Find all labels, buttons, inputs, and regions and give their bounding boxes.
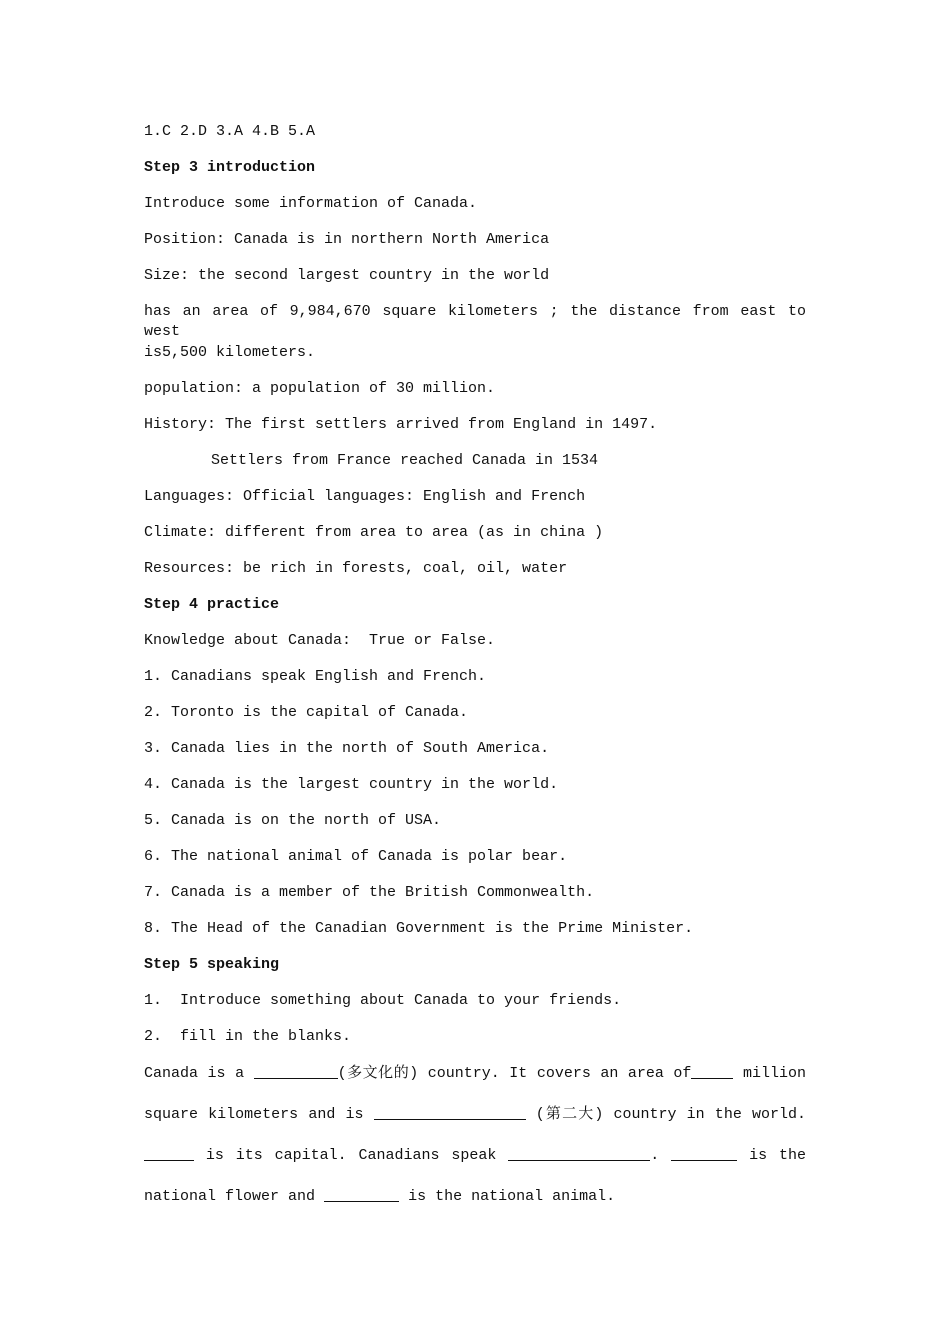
area-line: has an area of 9,984,670 square kilometers ; the distance from east to west — [144, 303, 806, 340]
fill-text: . — [650, 1147, 660, 1164]
fill-text: million — [742, 1065, 806, 1082]
fill-text: Canada is a — [144, 1065, 245, 1082]
blank-second-largest[interactable] — [374, 1104, 526, 1120]
speaking-task-2: 2. fill in the blanks. — [144, 1028, 352, 1045]
blank-capital[interactable] — [144, 1145, 194, 1161]
history-line-2: Settlers from France reached Canada in 1534 — [211, 452, 599, 469]
blank-national-flower[interactable] — [671, 1145, 737, 1161]
fill-blank-line-1 — [144, 1063, 806, 1104]
fill-blank-line-2 — [144, 1104, 806, 1145]
fill-text: national flower and — [144, 1188, 316, 1205]
size-line: Size: the second largest country in the world — [144, 267, 550, 284]
fill-blank-line-4 — [144, 1186, 806, 1222]
tf-item: 6. The national animal of Canada is polar bear. — [144, 848, 568, 865]
step3-heading: Step 3 introduction — [144, 159, 316, 176]
population-line: population: a population of 30 million. — [144, 380, 496, 397]
document-page — [144, 122, 806, 1222]
languages-line: Languages: Official languages: English and French — [144, 488, 586, 505]
history-line: History: The first settlers arrived from England in 1497. — [144, 416, 658, 433]
area-line-2: is5,500 kilometers. — [144, 344, 316, 361]
blank-area[interactable] — [691, 1063, 733, 1079]
tf-item: 1. Canadians speak English and French. — [144, 668, 487, 685]
tf-item: 4. Canada is the largest country in the world. — [144, 776, 559, 793]
step5-heading: Step 5 speaking — [144, 956, 280, 973]
blank-languages[interactable] — [508, 1145, 650, 1161]
tf-item: 3. Canada lies in the north of South America. — [144, 740, 550, 757]
tf-item: 5. Canada is on the north of USA. — [144, 812, 442, 829]
resources-line: Resources: be rich in forests, coal, oil, water — [144, 560, 568, 577]
step4-intro: Knowledge about Canada: True or False. — [144, 632, 496, 649]
fill-text: square kilometers and is — [144, 1106, 364, 1123]
fill-text: is the national animal. — [408, 1188, 616, 1205]
tf-item: 2. Toronto is the capital of Canada. — [144, 704, 469, 721]
fill-text: (多文化的) country. It covers an area of — [337, 1065, 692, 1082]
speaking-task-1: 1. Introduce something about Canada to your friends. — [144, 992, 622, 1009]
step3-intro: Introduce some information of Canada. — [144, 195, 478, 212]
answer-key: 1.C 2.D 3.A 4.B 5.A — [144, 123, 316, 140]
position-line: Position: Canada is in northern North America — [144, 231, 550, 248]
step4-heading: Step 4 practice — [144, 596, 280, 613]
climate-line: Climate: different from area to area (as in china ) — [144, 524, 604, 541]
tf-item: 8. The Head of the Canadian Government is the Prime Minister. — [144, 920, 694, 937]
fill-text: is its capital. Canadians speak — [205, 1147, 497, 1164]
fill-blank-line-3 — [144, 1145, 806, 1186]
blank-multicultural[interactable] — [254, 1063, 338, 1079]
fill-text: is the — [749, 1147, 806, 1164]
fill-text: (第二大) country in the world. — [535, 1106, 806, 1123]
tf-item: 7. Canada is a member of the British Commonwealth. — [144, 884, 595, 901]
blank-national-animal[interactable] — [324, 1186, 399, 1202]
